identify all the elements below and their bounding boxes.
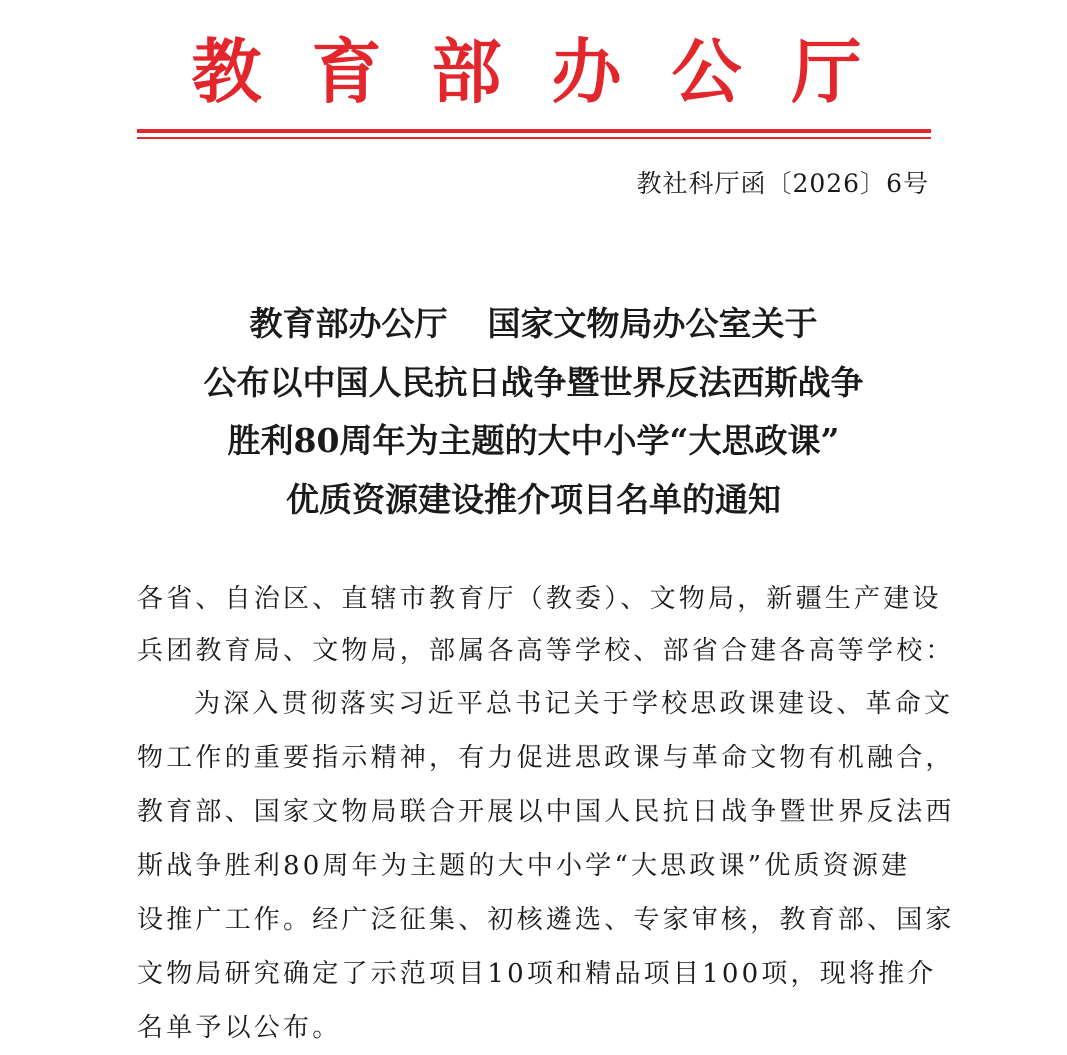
red-header-rule-thin (137, 137, 931, 139)
body-line: 物工作的重要指示精神，有力促进思政课与革命文物有机融合， (137, 743, 955, 773)
title-issuer-1: 教育部办公厅 (249, 304, 448, 343)
addressee-block (137, 573, 955, 677)
title-line-4: 优质资源建设推介项目名单的通知 (286, 479, 781, 519)
addressee-line: 兵团教育局、文物局，部属各高等学校、部省合建各高等学校： (137, 636, 955, 666)
body-line: 为深入贯彻落实习近平总书记关于学校思政课建设、革命文 (194, 689, 954, 719)
title-line-2: 公布以中国人民抗日战争暨世界反法西斯战争 (203, 362, 864, 402)
title-issuer-2: 国家文物局办公室关于 (487, 304, 818, 343)
body-line: 教育部、国家文物局联合开展以中国人民抗日战争暨世界反法西 (137, 797, 955, 827)
title-line-1 (0, 295, 1067, 354)
body-line: 斯战争胜利80周年为主题的大中小学“大思政课”优质资源建 (137, 851, 911, 881)
document-number: 教社科厅函〔2026〕6号 (636, 169, 929, 198)
body-line: 设推广工作。经广泛征集、初核遴选、专家审核，教育部、国家 (137, 905, 955, 935)
body-line: 文物局研究确定了示范项目10项和精品项目100项，现将推介 (137, 959, 937, 989)
body-paragraph (137, 677, 955, 1055)
issuer-header: 教育部办公厅 (191, 30, 912, 113)
addressee-line: 各省、自治区、直辖市教育厅（教委）、文物局，新疆生产建设 (137, 584, 942, 614)
body-line: 名单予以公布。 (137, 1013, 342, 1043)
title-line-3: 胜利80周年为主题的大中小学“大思政课” (227, 421, 840, 460)
document-title (0, 295, 1067, 529)
red-header-rule-thick (137, 129, 931, 133)
